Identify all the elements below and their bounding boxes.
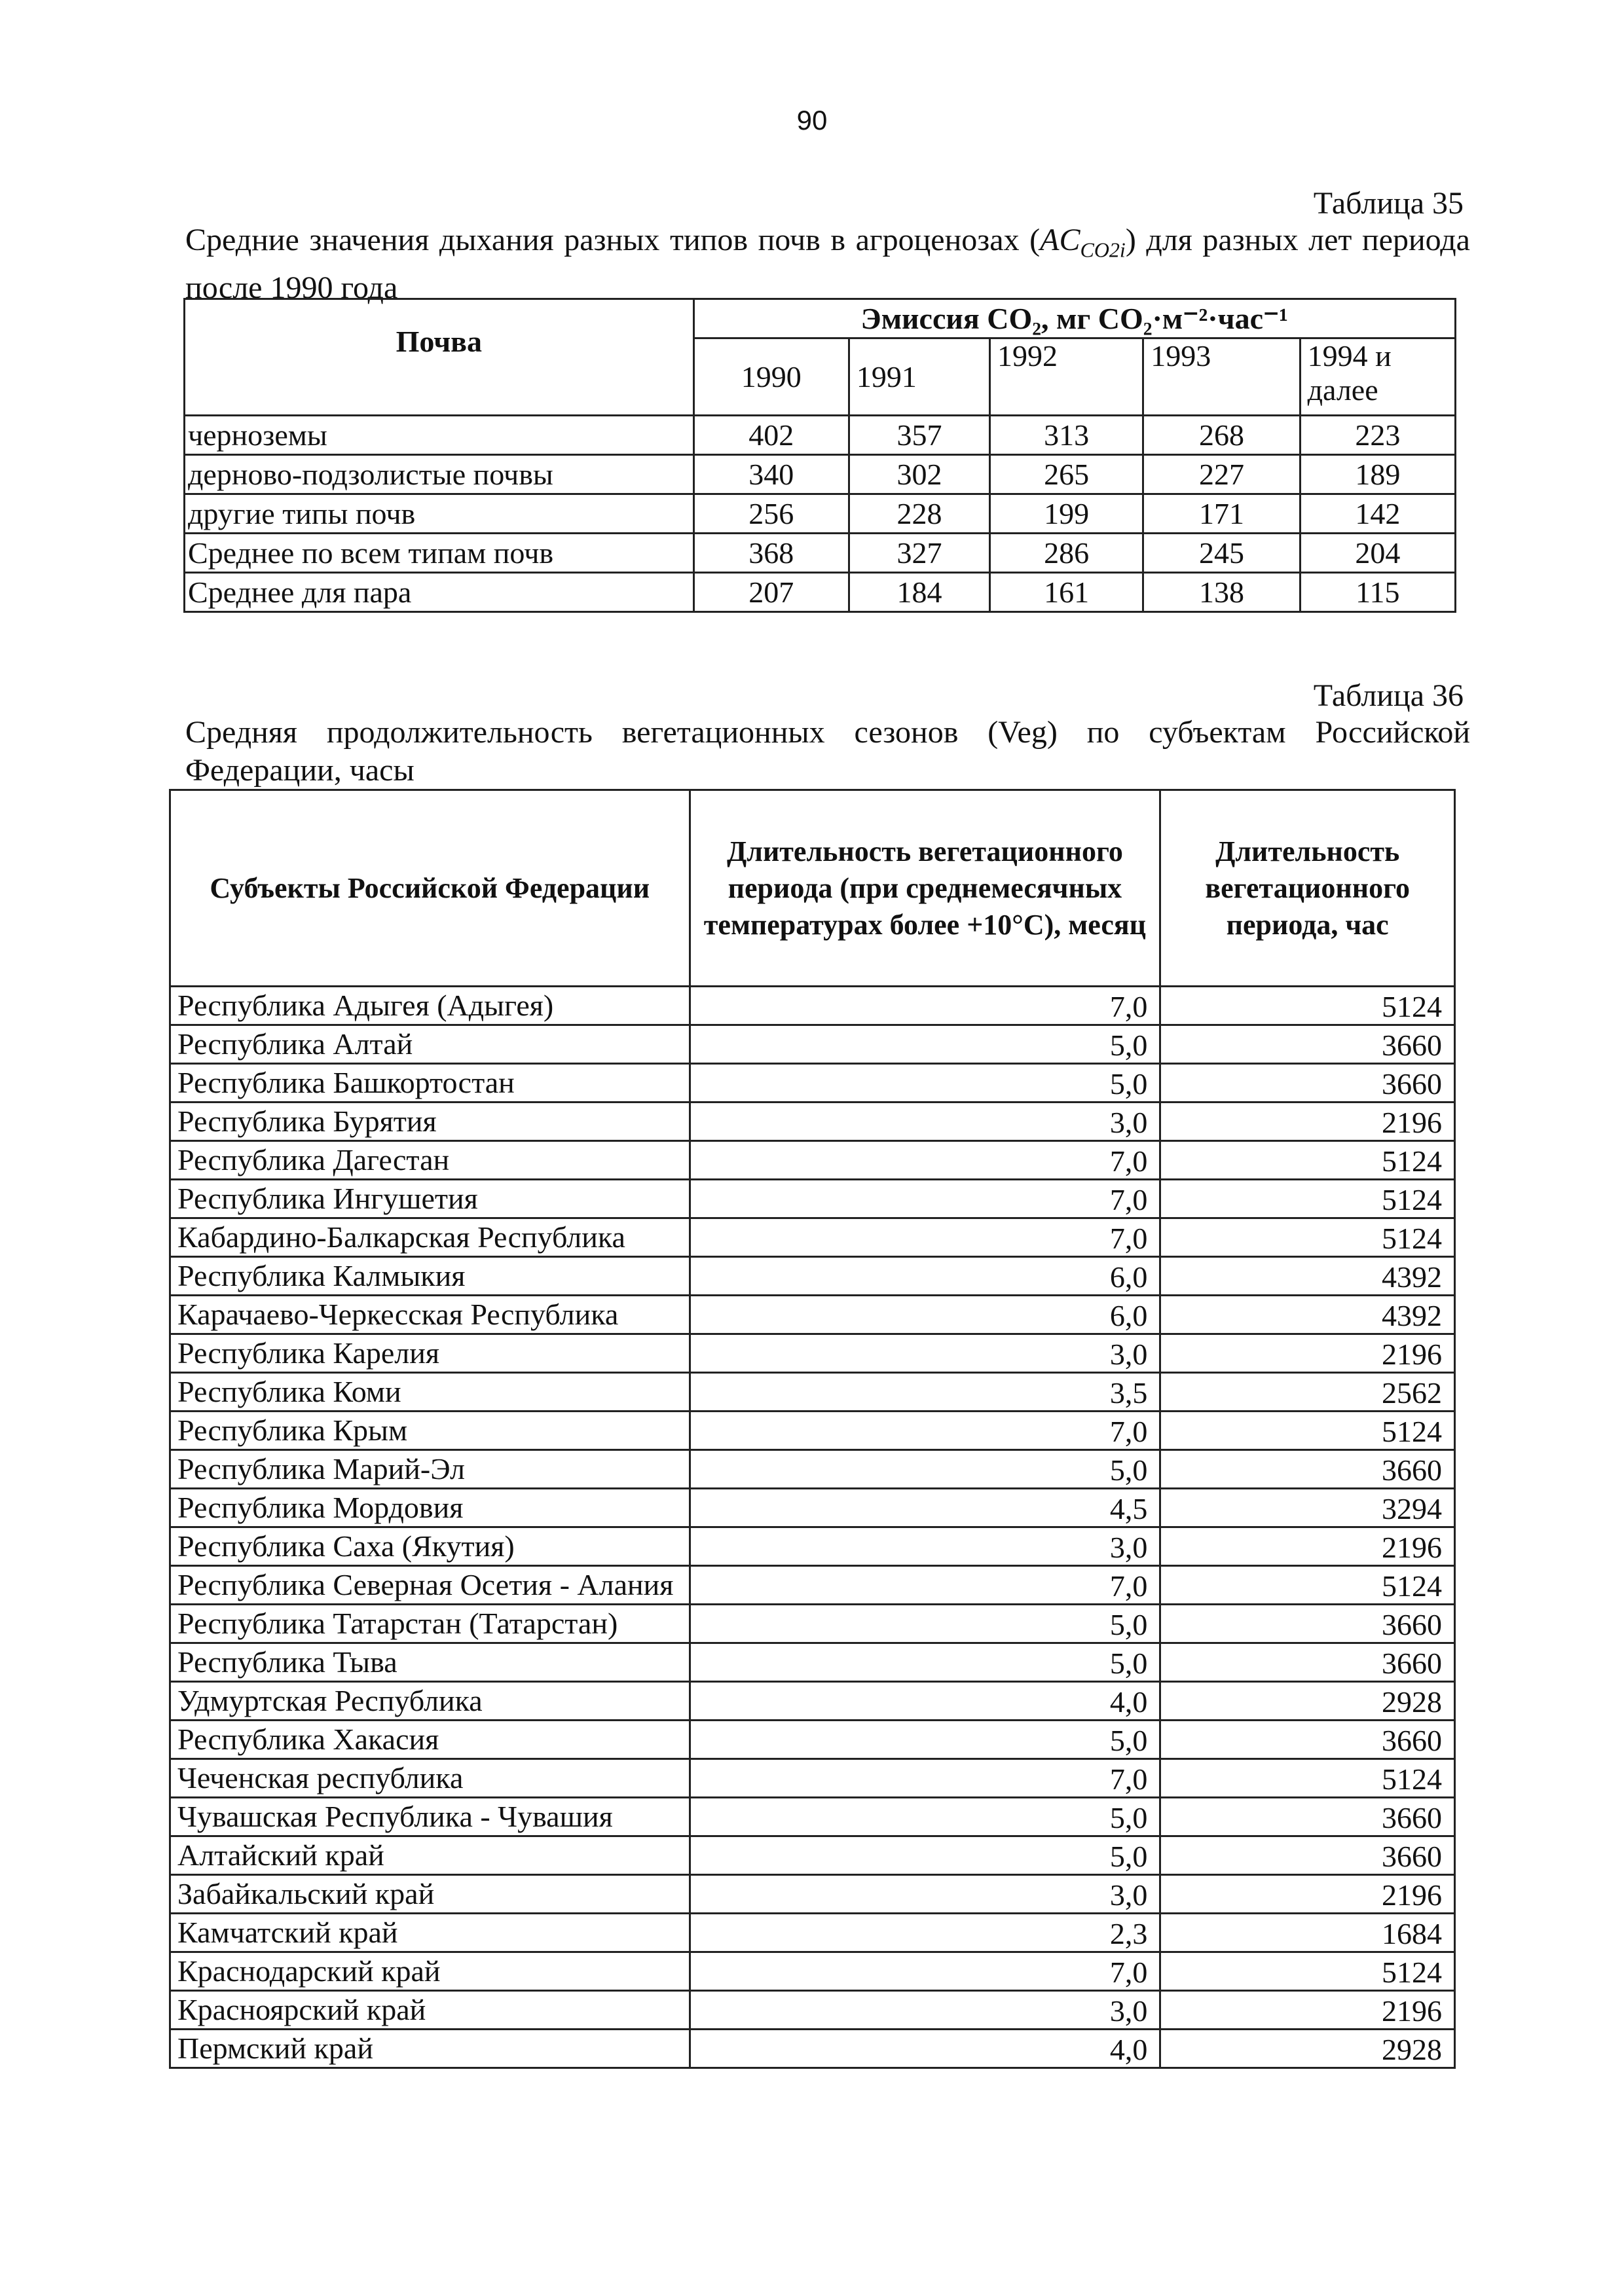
cell-value: 402 <box>693 416 849 455</box>
region-name: Республика Коми <box>170 1373 690 1412</box>
table-row <box>170 1875 1455 1914</box>
cell-value: 268 <box>1143 416 1300 455</box>
table-row <box>170 1141 1455 1180</box>
table-row <box>170 1257 1455 1296</box>
cell-value: 184 <box>849 573 989 612</box>
region-name: Республика Калмыкия <box>170 1257 690 1296</box>
region-name: Республика Крым <box>170 1412 690 1450</box>
cell-value: 256 <box>693 494 849 534</box>
cell-value: 115 <box>1300 573 1455 612</box>
table36 <box>169 789 1456 2069</box>
table-row <box>170 1527 1455 1566</box>
table35-title <box>185 221 1470 307</box>
soil-name: Среднее по всем типам почв <box>185 534 694 573</box>
table35-year-1993: 1993 <box>1143 338 1300 416</box>
region-name: Кабардино-Балкарская Республика <box>170 1218 690 1257</box>
table-row <box>170 1489 1455 1527</box>
months-value: 5,0 <box>690 1605 1160 1643</box>
table-row <box>170 1064 1455 1102</box>
region-name: Республика Мордовия <box>170 1489 690 1527</box>
region-name: Республика Хакасия <box>170 1721 690 1759</box>
hours-value: 4392 <box>1160 1296 1455 1334</box>
table-row <box>185 534 1456 573</box>
table35-year-1991: 1991 <box>849 338 989 416</box>
table-row <box>170 1759 1455 1798</box>
region-name: Республика Северная Осетия - Алания <box>170 1566 690 1605</box>
table-row <box>170 1450 1455 1489</box>
cell-value: 199 <box>990 494 1143 534</box>
table36-header-months: Длительность вегетационного периода (при среднемесячных температурах более +10°C), месяц <box>690 790 1160 987</box>
months-value: 3,0 <box>690 1334 1160 1373</box>
table-row <box>170 1682 1455 1721</box>
hours-value: 2196 <box>1160 1102 1455 1141</box>
region-name: Республика Ингушетия <box>170 1180 690 1218</box>
cell-value: 265 <box>990 455 1143 494</box>
table-row <box>170 1025 1455 1064</box>
region-name: Забайкальский край <box>170 1875 690 1914</box>
cell-value: 142 <box>1300 494 1455 534</box>
region-name: Алтайский край <box>170 1836 690 1875</box>
months-value: 5,0 <box>690 1643 1160 1682</box>
months-value: 4,0 <box>690 2030 1160 2068</box>
table-row <box>185 416 1456 455</box>
hours-value: 4392 <box>1160 1257 1455 1296</box>
months-value: 5,0 <box>690 1721 1160 1759</box>
hours-value: 5124 <box>1160 1218 1455 1257</box>
table35-year-1992: 1992 <box>990 338 1143 416</box>
cell-value: 340 <box>693 455 849 494</box>
months-value: 3,0 <box>690 1991 1160 2030</box>
soil-name: Среднее для пара <box>185 573 694 612</box>
months-value: 5,0 <box>690 1064 1160 1102</box>
table-row <box>170 1373 1455 1412</box>
table-row <box>170 1991 1455 2030</box>
region-name: Чувашская Республика - Чувашия <box>170 1798 690 1836</box>
months-value: 7,0 <box>690 1218 1160 1257</box>
months-value: 7,0 <box>690 1180 1160 1218</box>
cell-value: 368 <box>693 534 849 573</box>
table35-title-after: ) для разных лет периода после 1990 года <box>185 223 1470 305</box>
region-name: Республика Дагестан <box>170 1141 690 1180</box>
months-value: 4,0 <box>690 1682 1160 1721</box>
table-row <box>170 1643 1455 1682</box>
cell-value: 138 <box>1143 573 1300 612</box>
months-value: 7,0 <box>690 1759 1160 1798</box>
hours-value: 5124 <box>1160 1180 1455 1218</box>
hours-value: 3294 <box>1160 1489 1455 1527</box>
table-row <box>170 987 1455 1025</box>
hours-value: 2928 <box>1160 2030 1455 2068</box>
region-name: Республика Карелия <box>170 1334 690 1373</box>
hours-value: 2562 <box>1160 1373 1455 1412</box>
months-value: 3,0 <box>690 1527 1160 1566</box>
table-row <box>185 455 1456 494</box>
cell-value: 227 <box>1143 455 1300 494</box>
cell-value: 207 <box>693 573 849 612</box>
months-value: 7,0 <box>690 1141 1160 1180</box>
cell-value: 161 <box>990 573 1143 612</box>
hours-value: 5124 <box>1160 1952 1455 1991</box>
table-row <box>170 1566 1455 1605</box>
hours-value: 3660 <box>1160 1450 1455 1489</box>
months-value: 5,0 <box>690 1025 1160 1064</box>
months-value: 2,3 <box>690 1914 1160 1952</box>
region-name: Республика Саха (Якутия) <box>170 1527 690 1566</box>
cell-value: 204 <box>1300 534 1455 573</box>
region-name: Чеченская республика <box>170 1759 690 1798</box>
months-value: 5,0 <box>690 1836 1160 1875</box>
months-value: 3,5 <box>690 1373 1160 1412</box>
cell-value: 171 <box>1143 494 1300 534</box>
months-value: 7,0 <box>690 1412 1160 1450</box>
table-row <box>170 1412 1455 1450</box>
region-name: Республика Тыва <box>170 1643 690 1682</box>
table-row <box>170 1952 1455 1991</box>
cell-value: 327 <box>849 534 989 573</box>
table35 <box>183 298 1456 613</box>
months-value: 3,0 <box>690 1102 1160 1141</box>
table-row <box>170 1334 1455 1373</box>
months-value: 6,0 <box>690 1257 1160 1296</box>
region-name: Республика Татарстан (Татарстан) <box>170 1605 690 1643</box>
hours-value: 2196 <box>1160 1875 1455 1914</box>
hours-value: 5124 <box>1160 987 1455 1025</box>
cell-value: 302 <box>849 455 989 494</box>
region-name: Республика Алтай <box>170 1025 690 1064</box>
region-name: Карачаево-Черкесская Республика <box>170 1296 690 1334</box>
region-name: Удмуртская Республика <box>170 1682 690 1721</box>
hours-value: 2196 <box>1160 1334 1455 1373</box>
months-value: 5,0 <box>690 1450 1160 1489</box>
table-row <box>170 2030 1455 2068</box>
cell-value: 223 <box>1300 416 1455 455</box>
months-value: 7,0 <box>690 1952 1160 1991</box>
table-row <box>170 1296 1455 1334</box>
hours-value: 3660 <box>1160 1643 1455 1682</box>
page-number: 90 <box>796 105 828 136</box>
table-row <box>170 1836 1455 1875</box>
soil-name: другие типы почв <box>185 494 694 534</box>
table-row <box>170 1180 1455 1218</box>
soil-name: черноземы <box>185 416 694 455</box>
hours-value: 3660 <box>1160 1798 1455 1836</box>
region-name: Краснодарский край <box>170 1952 690 1991</box>
cell-value: 357 <box>849 416 989 455</box>
table35-title-before: Средние значения дыхания разных типов почв в агроценозах ( <box>185 223 1041 257</box>
hours-value: 3660 <box>1160 1721 1455 1759</box>
hours-value: 2196 <box>1160 1991 1455 2030</box>
cell-value: 228 <box>849 494 989 534</box>
table36-header-hours: Длительность вегетационного периода, час <box>1160 790 1455 987</box>
hours-value: 1684 <box>1160 1914 1455 1952</box>
table-row <box>170 1218 1455 1257</box>
hours-value: 3660 <box>1160 1836 1455 1875</box>
table36-label: Таблица 36 <box>1313 678 1464 713</box>
table36-body <box>170 987 1455 2068</box>
hours-value: 5124 <box>1160 1412 1455 1450</box>
table35-title-symbol: $AC_{CO2i}$ <box>1040 223 1126 262</box>
region-name: Пермский край <box>170 2030 690 2068</box>
table-row <box>185 573 1456 612</box>
region-name: Республика Адыгея (Адыгея) <box>170 987 690 1025</box>
region-name: Камчатский край <box>170 1914 690 1952</box>
months-value: 5,0 <box>690 1798 1160 1836</box>
hours-value: 5124 <box>1160 1566 1455 1605</box>
cell-value: 245 <box>1143 534 1300 573</box>
table35-header-emission: Эмиссия CO₂, мг CO₂·м⁻²·час⁻¹ <box>693 299 1455 338</box>
table35-year-1994: 1994 и далее <box>1300 338 1455 416</box>
soil-name: дерново-подзолистые почвы <box>185 455 694 494</box>
cell-value: 189 <box>1300 455 1455 494</box>
months-value: 6,0 <box>690 1296 1160 1334</box>
cell-value: 286 <box>990 534 1143 573</box>
region-name: Республика Бурятия <box>170 1102 690 1141</box>
hours-value: 3660 <box>1160 1064 1455 1102</box>
months-value: 7,0 <box>690 1566 1160 1605</box>
months-value: 4,5 <box>690 1489 1160 1527</box>
months-value: 3,0 <box>690 1875 1160 1914</box>
hours-value: 3660 <box>1160 1025 1455 1064</box>
table35-header-soil: Почва <box>185 299 694 416</box>
region-name: Республика Башкортостан <box>170 1064 690 1102</box>
hours-value: 5124 <box>1160 1141 1455 1180</box>
table-row <box>170 1914 1455 1952</box>
table35-year-1990: 1990 <box>693 338 849 416</box>
table-row <box>170 1102 1455 1141</box>
hours-value: 2196 <box>1160 1527 1455 1566</box>
cell-value: 313 <box>990 416 1143 455</box>
table-row <box>170 1605 1455 1643</box>
table-row <box>170 1721 1455 1759</box>
region-name: Республика Марий-Эл <box>170 1450 690 1489</box>
hours-value: 3660 <box>1160 1605 1455 1643</box>
table36-title: Средняя продолжительность вегетационных сезонов (Veg) по субъектам Российской Федерации, часы <box>185 715 1470 788</box>
hours-value: 2928 <box>1160 1682 1455 1721</box>
table-row <box>185 494 1456 534</box>
table35-label: Таблица 35 <box>1313 186 1464 221</box>
table36-header-region: Субъекты Российской Федерации <box>170 790 690 987</box>
region-name: Красноярский край <box>170 1991 690 2030</box>
months-value: 7,0 <box>690 987 1160 1025</box>
table-row <box>170 1798 1455 1836</box>
hours-value: 5124 <box>1160 1759 1455 1798</box>
